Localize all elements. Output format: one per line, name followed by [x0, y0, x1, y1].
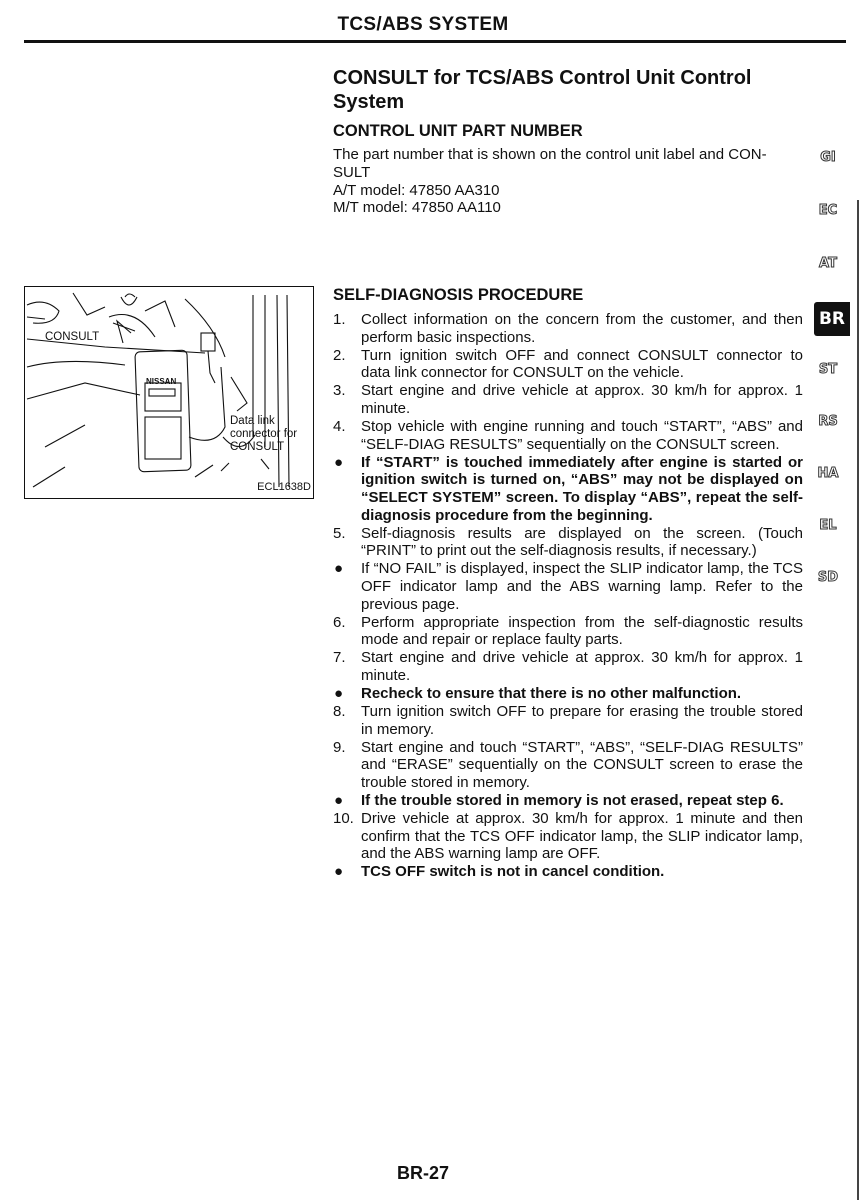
- procedure-note: [333, 454, 803, 524]
- side-tab-st: ST: [818, 362, 838, 377]
- connector-label: [230, 415, 297, 454]
- procedure-step: [333, 382, 803, 417]
- step-text: Turn ignition switch OFF to prepare for erasing the trouble stored in memory.: [361, 703, 803, 738]
- side-tab-br: BR: [814, 302, 850, 336]
- bullet-marker: ●: [334, 684, 344, 702]
- consult-connector-figure: [24, 286, 314, 499]
- bullet-marker: ●: [334, 792, 344, 810]
- procedure-note: [333, 863, 803, 881]
- step-number: 9.: [333, 738, 346, 756]
- step-number: 7.: [333, 649, 346, 667]
- step-text: If “NO FAIL” is displayed, inspect the SLIP indicator lamp, the TCS OFF indicator lamp and the ABS warning lamp. Refer to the previous page.: [361, 560, 803, 613]
- procedure-note: [333, 685, 803, 703]
- page-edge-line: [857, 200, 859, 1200]
- procedure-note: [333, 792, 803, 810]
- procedure-step: [333, 347, 803, 382]
- step-text: Turn ignition switch OFF and connect CONSULT connector to data link connector for CONSULT on the vehicle.: [361, 346, 803, 382]
- procedure-step: [333, 739, 803, 792]
- side-tab-rs: RS: [818, 414, 838, 429]
- step-number: 5.: [333, 524, 346, 542]
- step-text: Drive vehicle at approx. 30 km/h for approx. 1 minute and then confirm that the TCS OFF indicator lamp, the SLIP indicator lamp, and the ABS warning lamp are OFF.: [361, 810, 803, 863]
- step-text: If the trouble stored in memory is not erased, repeat step 6.: [361, 792, 784, 810]
- step-number: 4.: [333, 418, 346, 436]
- step-number: 10.: [333, 810, 354, 828]
- connector-label-line: Data link: [230, 415, 275, 427]
- step-number: 6.: [333, 613, 346, 631]
- step-text: If “START” is touched immediately after engine is started or ignition switch is turned on, “ABS” may not be displayed on “SELECT SYSTEM” screen. To display “ABS”, repeat the self-diagnosis procedure from the beginning.: [361, 453, 803, 524]
- header-rule: [24, 40, 846, 43]
- procedure-step: [333, 703, 803, 738]
- step-text: Start engine and drive vehicle at approx. 30 km/h for approx. 1 minute.: [361, 649, 803, 684]
- procedure-step: [333, 810, 803, 863]
- step-text: Self-diagnosis results are displayed on the screen. (Touch “PRINT” to print out the self-diagnosis results, if necessary.): [361, 524, 803, 560]
- part-number-line: SULT: [333, 163, 371, 181]
- page-number: BR-27: [396, 1163, 449, 1183]
- step-text: Start engine and touch “START”, “ABS”, “SELF-DIAG RESULTS” and “ERASE” sequentially on the CONSULT screen to erase the trouble stored in memory.: [361, 738, 803, 791]
- bullet-marker: ●: [334, 863, 344, 881]
- procedure-step: [333, 311, 803, 346]
- step-number: 8.: [333, 703, 346, 721]
- part-number-heading: CONTROL UNIT PART NUMBER: [333, 122, 583, 140]
- part-number-line: The part number that is shown on the control unit label and CON-: [333, 146, 767, 163]
- page-title: CONSULT for TCS/ABS Control Unit Control System: [333, 67, 752, 113]
- side-tab-gi: GI: [820, 150, 836, 165]
- step-number: 3.: [333, 382, 346, 400]
- procedure-step: [333, 525, 803, 560]
- part-number-text: [333, 146, 803, 217]
- step-text: Recheck to ensure that there is no other malfunction.: [361, 684, 742, 702]
- side-tab-ha: HA: [817, 466, 839, 481]
- step-text: Collect information on the concern from the customer, and then perform basic inspections.: [361, 311, 803, 346]
- side-tab-sd: SD: [817, 570, 839, 585]
- bullet-marker: ●: [334, 560, 344, 578]
- side-tab-ec: EC: [818, 203, 838, 218]
- procedure-note: [333, 560, 803, 613]
- bullet-marker: ●: [334, 453, 344, 471]
- side-tab-el: EL: [819, 518, 837, 533]
- figure-code: ECL1638D: [257, 481, 311, 493]
- part-number-line: A/T model: 47850 AA310: [333, 181, 500, 199]
- procedure-step: [333, 614, 803, 649]
- procedure-steps: [333, 311, 803, 882]
- connector-label-line: CONSULT: [230, 441, 285, 453]
- step-number: 2.: [333, 346, 346, 364]
- nissan-brand-label: NISSAN: [146, 377, 177, 386]
- part-number-line: M/T model: 47850 AA110: [333, 199, 501, 217]
- procedure-heading: SELF-DIAGNOSIS PROCEDURE: [333, 286, 584, 304]
- step-text: Stop vehicle with engine running and touch “START”, “ABS” and “SELF-DIAG RESULTS” sequentially on the CONSULT screen.: [361, 418, 803, 453]
- procedure-step: [333, 649, 803, 684]
- section-header: TCS/ABS SYSTEM: [337, 14, 509, 35]
- step-text: TCS OFF switch is not in cancel condition.: [361, 863, 665, 881]
- step-text: Start engine and drive vehicle at approx. 30 km/h for approx. 1 minute.: [361, 382, 803, 417]
- side-tab-at: AT: [819, 256, 837, 271]
- procedure-step: [333, 418, 803, 453]
- consult-label: CONSULT: [45, 331, 100, 343]
- step-text: Perform appropriate inspection from the self-diagnostic results mode and repair or replace faulty parts.: [361, 613, 803, 649]
- figure-illustration: [25, 287, 313, 498]
- step-number: 1.: [333, 311, 346, 328]
- connector-label-line: connector for: [230, 428, 298, 440]
